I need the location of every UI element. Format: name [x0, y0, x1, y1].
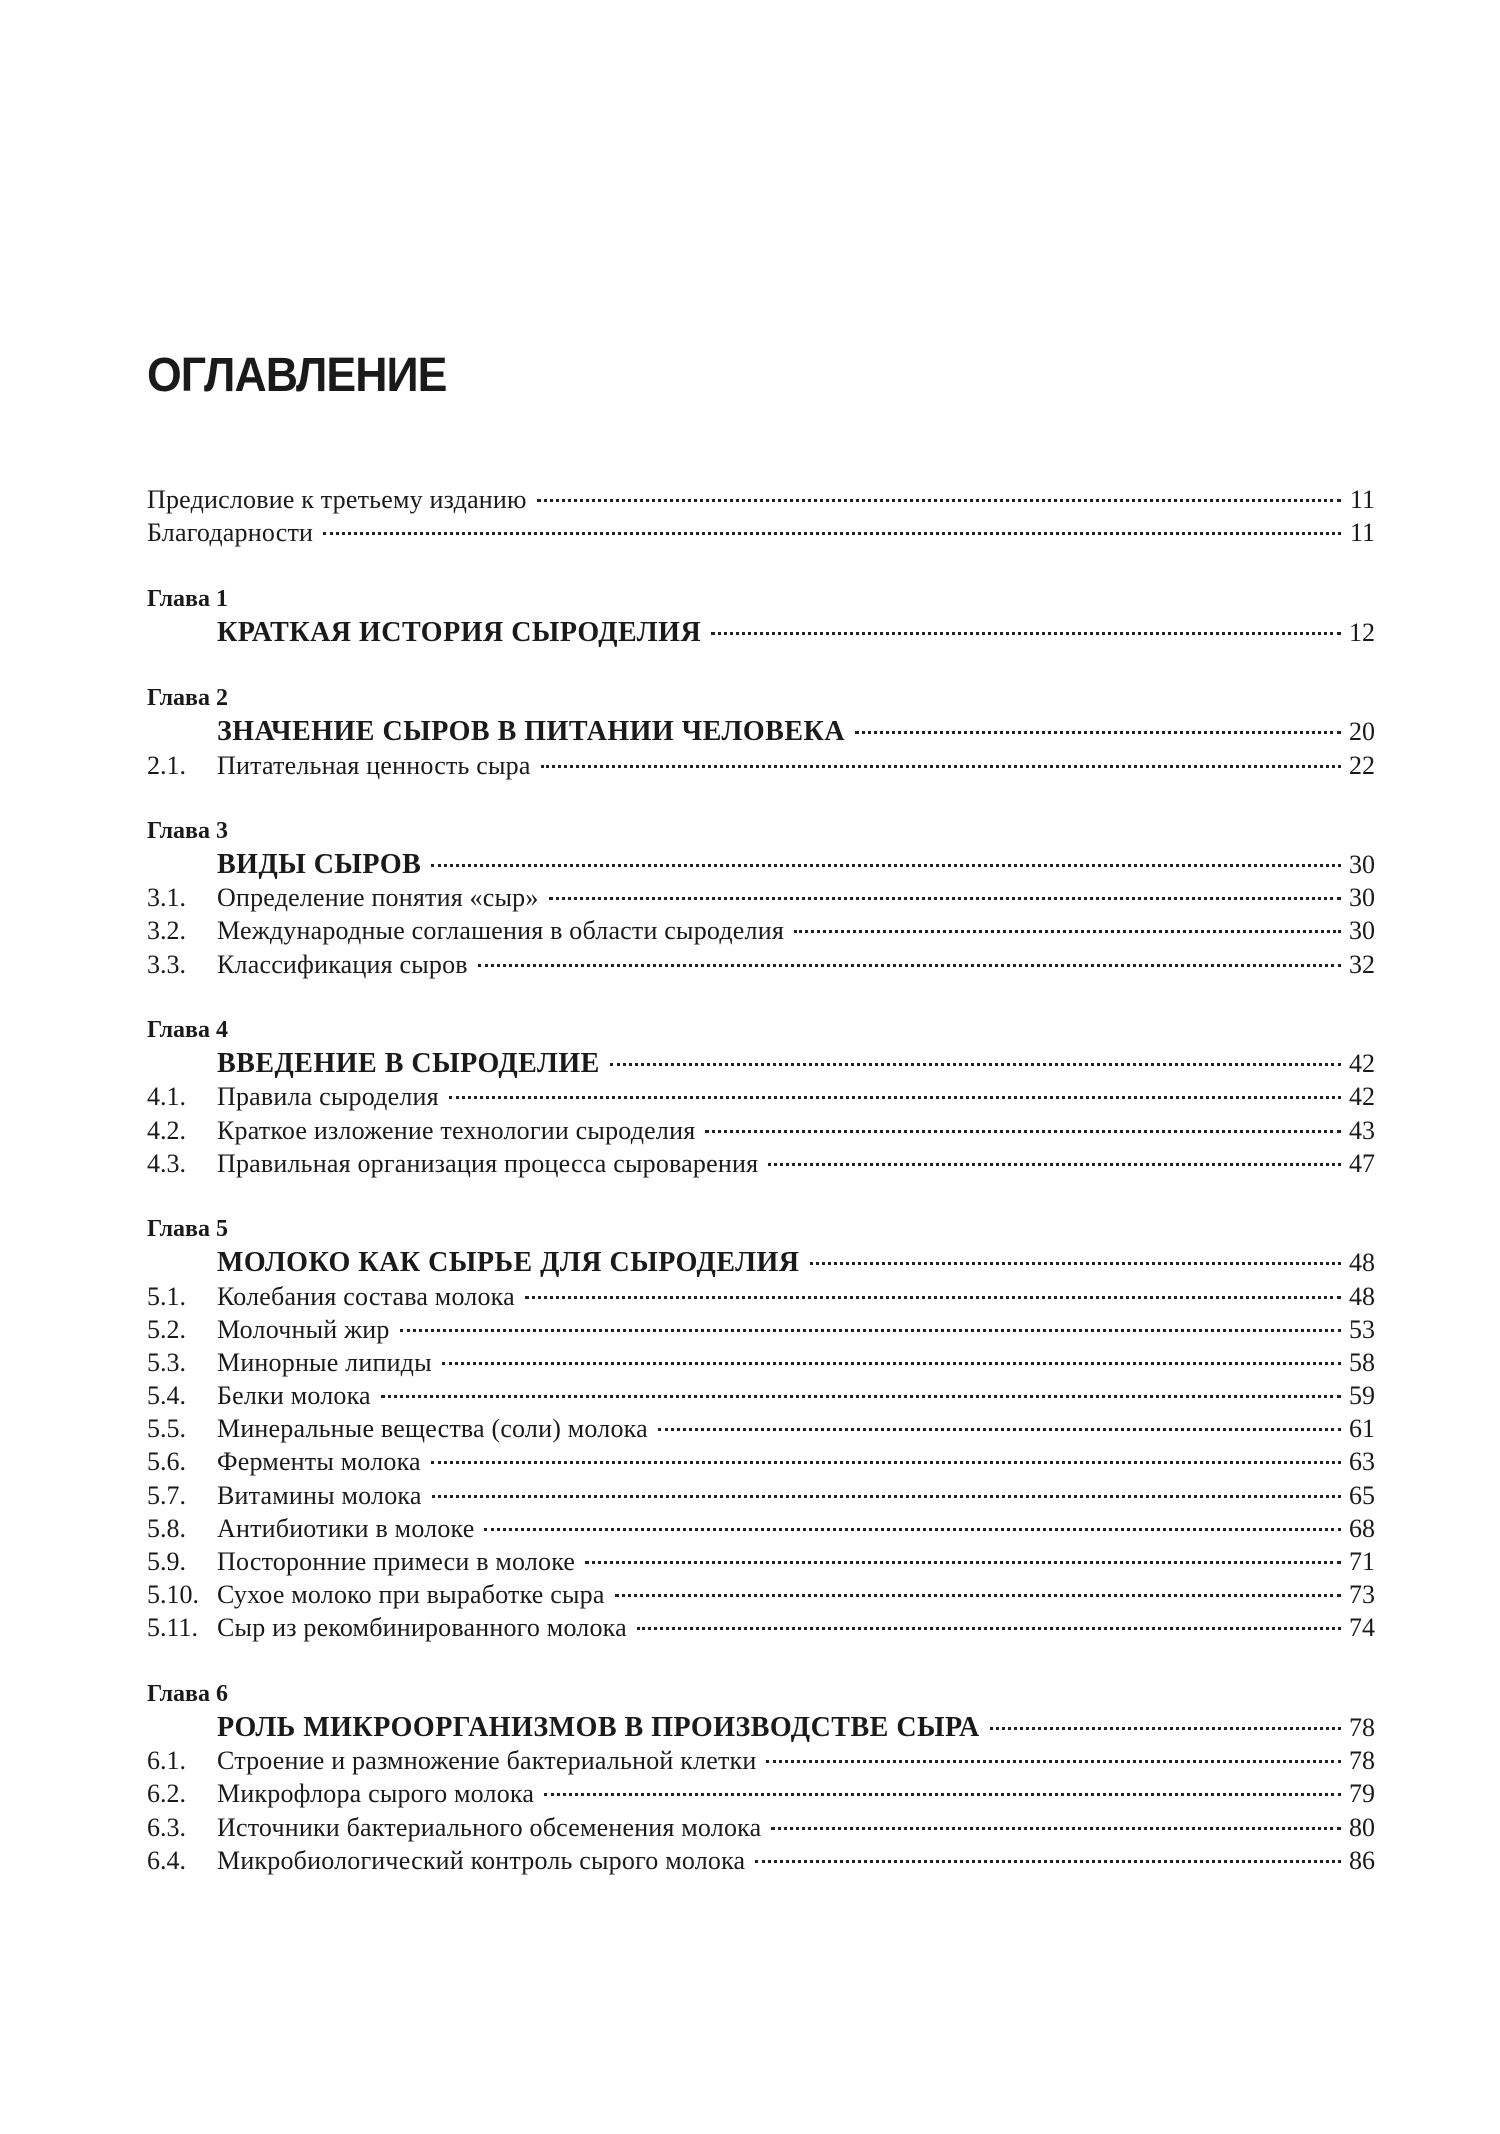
page-number: 42 — [1349, 1049, 1375, 1079]
entry-label: Определение понятия «сыр» — [217, 883, 539, 913]
dot-leader — [855, 731, 1341, 734]
entry-label: Благодарности — [147, 518, 314, 548]
front-matter-entry[interactable] — [147, 483, 1375, 516]
entry-label: Правильная организация процесса сыроварения — [217, 1148, 759, 1178]
page-number: 78 — [1349, 1712, 1375, 1742]
entry-label: Микробиологический контроль сырого молока — [217, 1845, 746, 1875]
section-entry[interactable] — [147, 1479, 1375, 1512]
page-number: 73 — [1349, 1580, 1375, 1610]
chapter-label: Глава 2 — [147, 685, 228, 712]
entry-number: 5.3. — [147, 1347, 186, 1377]
entry-label: Международные соглашения в области сыроделия — [217, 916, 784, 946]
table-of-contents — [147, 483, 1375, 1877]
page-number: 12 — [1349, 617, 1375, 647]
section-entry[interactable] — [147, 1313, 1375, 1346]
page-number: 61 — [1349, 1414, 1375, 1444]
entry-number: 3.1. — [147, 883, 186, 913]
page-number: 71 — [1349, 1547, 1375, 1576]
section-entry[interactable] — [147, 881, 1375, 914]
chapter-spacer — [147, 1645, 1375, 1678]
dot-leader — [484, 1528, 1341, 1531]
dot-leader — [432, 1495, 1341, 1498]
page-number: 68 — [1349, 1513, 1375, 1543]
dot-leader — [431, 1461, 1341, 1464]
dot-leader — [755, 1860, 1341, 1863]
dot-leader — [449, 1096, 1341, 1099]
section-entry[interactable] — [147, 1811, 1375, 1844]
page-number: 20 — [1349, 717, 1375, 747]
entry-number: 5.6. — [147, 1447, 186, 1477]
page-title: ОГЛАВЛЕНИЕ — [147, 349, 447, 402]
entry-label: РОЛЬ МИКРООРГАНИЗМОВ В ПРОИЗВОДСТВЕ СЫРА — [217, 1711, 980, 1743]
page-number: 80 — [1349, 1812, 1375, 1842]
entry-number: 5.10. — [147, 1580, 199, 1610]
entry-label: Молочный жир — [217, 1314, 390, 1344]
section-entry[interactable] — [147, 1280, 1375, 1313]
front-matter-entry[interactable] — [147, 516, 1375, 549]
dot-leader — [768, 1163, 1341, 1166]
entry-label: ВИДЫ СЫРОВ — [217, 849, 422, 881]
entry-label: ВВЕДЕНИЕ В СЫРОДЕЛИЕ — [217, 1048, 600, 1080]
page-number: 47 — [1349, 1148, 1375, 1178]
dot-leader — [442, 1362, 1341, 1365]
entry-number: 4.2. — [147, 1115, 186, 1145]
entry-label: КРАТКАЯ ИСТОРИЯ СЫРОДЕЛИЯ — [217, 616, 702, 648]
entry-number: 5.4. — [147, 1381, 186, 1411]
entry-number: 5.11. — [147, 1613, 199, 1643]
page-number: 78 — [1349, 1746, 1375, 1776]
dot-leader — [658, 1428, 1341, 1431]
section-entry[interactable] — [147, 1412, 1375, 1445]
dot-leader — [990, 1727, 1341, 1730]
chapter-heading-entry[interactable] — [147, 1711, 1375, 1744]
entry-number: 4.3. — [147, 1148, 186, 1178]
section-entry[interactable] — [147, 1545, 1375, 1578]
entry-label: Источники бактериального обсеменения молока — [217, 1812, 762, 1842]
entry-label: Антибиотики в молоке — [217, 1513, 475, 1543]
section-entry[interactable] — [147, 1147, 1375, 1180]
page-number: 43 — [1349, 1115, 1375, 1145]
page-number: 11 — [1349, 485, 1375, 514]
page-number: 58 — [1349, 1347, 1375, 1377]
chapter-spacer — [147, 1180, 1375, 1213]
section-entry[interactable] — [147, 1844, 1375, 1877]
dot-leader — [541, 765, 1341, 768]
section-entry[interactable] — [147, 749, 1375, 782]
page-number: 74 — [1349, 1613, 1375, 1643]
entry-label: Сухое молоко при выработке сыра — [217, 1580, 605, 1610]
chapter-heading-entry[interactable] — [147, 1047, 1375, 1080]
chapter-label: Глава 5 — [147, 1216, 228, 1243]
section-entry[interactable] — [147, 1080, 1375, 1113]
dot-leader — [537, 499, 1341, 502]
entry-label: Питательная ценность сыра — [217, 750, 531, 780]
chapter-heading-entry[interactable] — [147, 616, 1375, 649]
page-number: 30 — [1349, 916, 1375, 946]
entry-number: 4.1. — [147, 1082, 186, 1112]
page-number: 42 — [1349, 1082, 1375, 1112]
dot-leader — [549, 897, 1341, 900]
entry-number: 3.2. — [147, 916, 186, 946]
section-entry[interactable] — [147, 1578, 1375, 1611]
dot-leader — [637, 1627, 1341, 1630]
entry-label: Классификация сыров — [217, 949, 468, 979]
entry-label: Ферменты молока — [217, 1447, 421, 1477]
dot-leader — [585, 1561, 1341, 1564]
entry-label: Белки молока — [217, 1381, 371, 1411]
section-entry[interactable] — [147, 1114, 1375, 1147]
entry-number: 5.9. — [147, 1547, 186, 1576]
entry-number: 5.7. — [147, 1480, 186, 1510]
entry-label: Краткое изложение технологии сыроделия — [217, 1115, 696, 1145]
section-entry[interactable] — [147, 1379, 1375, 1412]
page-number: 59 — [1349, 1381, 1375, 1411]
page-number: 22 — [1349, 750, 1375, 780]
entry-number: 5.2. — [147, 1314, 186, 1344]
page-number: 65 — [1349, 1480, 1375, 1510]
section-entry[interactable] — [147, 948, 1375, 981]
page-number: 53 — [1349, 1314, 1375, 1344]
entry-label: Витамины молока — [217, 1480, 422, 1510]
dot-leader — [610, 1063, 1341, 1066]
entry-label: Правила сыроделия — [217, 1082, 439, 1112]
section-entry[interactable] — [147, 1346, 1375, 1379]
dot-leader — [794, 930, 1341, 933]
chapter-label: Глава 1 — [147, 585, 228, 612]
entry-label: МОЛОКО КАК СЫРЬЕ ДЛЯ СЫРОДЕЛИЯ — [217, 1247, 800, 1279]
section-entry[interactable] — [147, 1611, 1375, 1644]
section-entry[interactable] — [147, 914, 1375, 947]
page-number: 32 — [1349, 949, 1375, 979]
section-entry[interactable] — [147, 1445, 1375, 1478]
page-number: 11 — [1349, 518, 1375, 548]
dot-leader — [615, 1594, 1341, 1597]
chapter-label: Глава 6 — [147, 1680, 228, 1707]
dot-leader — [771, 1827, 1341, 1830]
entry-label: Предисловие к третьему изданию — [147, 485, 527, 514]
entry-number: 5.5. — [147, 1414, 186, 1444]
entry-label: Минорные липиды — [217, 1347, 432, 1377]
chapter-label: Глава 3 — [147, 817, 228, 844]
chapter-heading-entry[interactable] — [147, 715, 1375, 748]
entry-label: Посторонние примеси в молоке — [217, 1547, 576, 1576]
section-entry[interactable] — [147, 1744, 1375, 1777]
chapter-spacer — [147, 981, 1375, 1014]
page-number: 86 — [1349, 1845, 1375, 1875]
page-number: 48 — [1349, 1281, 1375, 1311]
dot-leader — [431, 864, 1341, 867]
dot-leader — [323, 532, 1341, 535]
entry-label: Сыр из рекомбинированного молока — [217, 1613, 627, 1643]
dot-leader — [400, 1329, 1341, 1332]
chapter-heading-entry[interactable] — [147, 1246, 1375, 1279]
page-number: 63 — [1349, 1447, 1375, 1477]
dot-leader — [810, 1262, 1342, 1265]
dot-leader — [705, 1130, 1341, 1133]
page-number: 30 — [1349, 850, 1375, 880]
chapter-spacer — [147, 649, 1375, 682]
chapter-spacer — [147, 782, 1375, 815]
dot-leader — [766, 1760, 1341, 1763]
dot-leader — [478, 964, 1341, 967]
section-entry[interactable] — [147, 1512, 1375, 1545]
entry-number: 6.1. — [147, 1746, 186, 1776]
entry-label: Микрофлора сырого молока — [217, 1779, 535, 1809]
page-number: 30 — [1349, 883, 1375, 913]
entry-label: Минеральные вещества (соли) молока — [217, 1414, 648, 1444]
entry-number: 6.2. — [147, 1779, 186, 1809]
dot-leader — [381, 1395, 1341, 1398]
entry-number: 3.3. — [147, 949, 186, 979]
entry-label: Строение и размножение бактериальной клетки — [217, 1746, 757, 1776]
entry-number: 5.8. — [147, 1513, 186, 1543]
entry-label: Колебания состава молока — [217, 1281, 515, 1311]
chapter-spacer — [147, 549, 1375, 582]
section-entry[interactable] — [147, 1777, 1375, 1810]
chapter-heading-entry[interactable] — [147, 848, 1375, 881]
entry-number: 5.1. — [147, 1281, 186, 1311]
dot-leader — [544, 1793, 1341, 1796]
dot-leader — [711, 632, 1341, 635]
chapter-label: Глава 4 — [147, 1017, 228, 1043]
page-number: 79 — [1349, 1779, 1375, 1809]
entry-number: 6.3. — [147, 1812, 186, 1842]
entry-label: ЗНАЧЕНИЕ СЫРОВ В ПИТАНИИ ЧЕЛОВЕКА — [217, 716, 846, 748]
dot-leader — [525, 1296, 1341, 1299]
page-number: 48 — [1349, 1248, 1375, 1278]
entry-number: 2.1. — [147, 750, 186, 780]
entry-number: 6.4. — [147, 1845, 186, 1875]
